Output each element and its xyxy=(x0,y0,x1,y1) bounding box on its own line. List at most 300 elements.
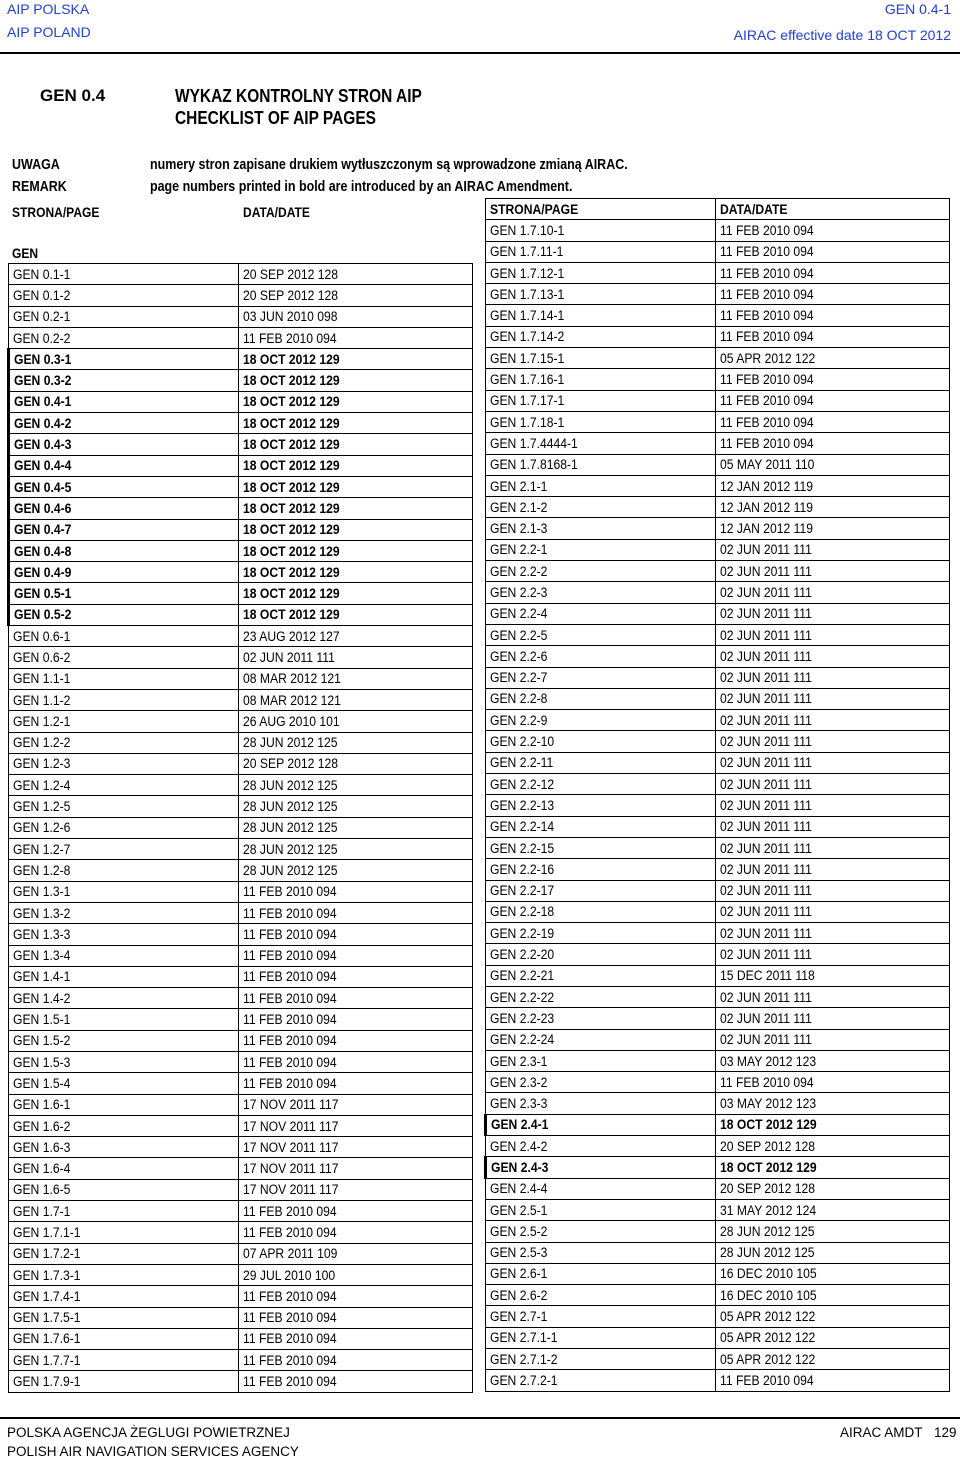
page-cell: GEN 0.1-1 xyxy=(9,264,239,285)
date-cell: 28 JUN 2012 125 xyxy=(716,1221,950,1242)
date-cell: 12 JAN 2012 119 xyxy=(716,475,950,496)
table-row xyxy=(9,966,473,987)
page-cell: GEN 0.3-1 xyxy=(9,349,239,370)
table-row xyxy=(486,220,950,241)
date-cell: 02 JUN 2011 111 xyxy=(716,731,950,752)
page-cell: GEN 1.7.4444-1 xyxy=(486,433,716,454)
page-cell: GEN 1.7.11-1 xyxy=(486,241,716,262)
page-cell: GEN 1.3-3 xyxy=(9,924,239,945)
table-row xyxy=(486,1263,950,1284)
table-row xyxy=(486,454,950,475)
table-row xyxy=(486,837,950,858)
date-cell: 11 FEB 2010 094 xyxy=(239,1286,473,1307)
date-cell: 18 OCT 2012 129 xyxy=(239,519,473,540)
date-cell: 02 JUN 2011 111 xyxy=(716,646,950,667)
table-row xyxy=(9,604,473,625)
date-cell: 02 JUN 2011 111 xyxy=(716,667,950,688)
date-cell: 08 MAR 2012 121 xyxy=(239,668,473,689)
date-cell: 02 JUN 2011 111 xyxy=(716,603,950,624)
date-cell: 11 FEB 2010 094 xyxy=(716,369,950,390)
table-row xyxy=(9,1243,473,1264)
page-cell: GEN 1.1-2 xyxy=(9,689,239,710)
table-row xyxy=(486,561,950,582)
table-row xyxy=(486,1157,950,1178)
date-cell: 28 JUN 2012 125 xyxy=(239,839,473,860)
date-cell: 11 FEB 2010 094 xyxy=(239,988,473,1009)
table-row xyxy=(9,881,473,902)
page-cell: GEN 2.2-17 xyxy=(486,880,716,901)
table-row xyxy=(486,369,950,390)
table-row xyxy=(9,327,473,348)
footer-agency-pl: POLSKA AGENCJA ŻEGLUGI POWIETRZNEJ xyxy=(7,1425,290,1440)
table-row xyxy=(486,795,950,816)
table-row xyxy=(9,732,473,753)
page-cell: GEN 2.4-2 xyxy=(486,1136,716,1157)
page-cell: GEN 2.2-18 xyxy=(486,901,716,922)
header-right-line1: GEN 0.4-1 xyxy=(884,1,951,17)
page-cell: GEN 1.7.12-1 xyxy=(486,262,716,283)
date-cell: 28 JUN 2012 125 xyxy=(239,817,473,838)
date-cell: 11 FEB 2010 094 xyxy=(239,1307,473,1328)
page-cell: GEN 1.7.16-1 xyxy=(486,369,716,390)
date-cell: 23 AUG 2012 127 xyxy=(239,626,473,647)
page-cell: GEN 0.5-2 xyxy=(9,604,239,625)
table-row xyxy=(9,434,473,455)
date-cell: 20 SEP 2012 128 xyxy=(239,753,473,774)
page-cell: GEN 2.2-12 xyxy=(486,774,716,795)
page-cell: GEN 2.7.1-2 xyxy=(486,1349,716,1370)
date-cell: 29 JUL 2010 100 xyxy=(239,1264,473,1285)
section-title-en: CHECKLIST OF AIP PAGES xyxy=(175,108,376,128)
date-cell: 11 FEB 2010 094 xyxy=(239,1222,473,1243)
page-cell: GEN 1.2-1 xyxy=(9,711,239,732)
page-cell: GEN 2.5-3 xyxy=(486,1242,716,1263)
page-cell: GEN 1.3-4 xyxy=(9,945,239,966)
date-cell: 02 JUN 2011 111 xyxy=(716,624,950,645)
table-row xyxy=(486,1370,950,1391)
table-row xyxy=(9,1009,473,1030)
date-cell: 11 FEB 2010 094 xyxy=(716,433,950,454)
date-cell: 11 FEB 2010 094 xyxy=(239,924,473,945)
page-cell: GEN 2.7.1-1 xyxy=(486,1327,716,1348)
remark-text: page numbers printed in bold are introduced by an AIRAC Amendment. xyxy=(150,179,573,195)
date-cell: 17 NOV 2011 117 xyxy=(239,1137,473,1158)
date-cell: 20 SEP 2012 128 xyxy=(239,264,473,285)
table-row xyxy=(9,1264,473,1285)
date-cell: 02 JUN 2011 111 xyxy=(716,710,950,731)
date-cell: 07 APR 2011 109 xyxy=(239,1243,473,1264)
table-row xyxy=(9,1137,473,1158)
table-row xyxy=(9,753,473,774)
remark-label: REMARK xyxy=(12,179,67,195)
date-cell: 02 JUN 2011 111 xyxy=(716,795,950,816)
date-cell: 18 OCT 2012 129 xyxy=(239,370,473,391)
date-cell: 18 OCT 2012 129 xyxy=(716,1157,950,1178)
date-cell: 03 JUN 2010 098 xyxy=(239,306,473,327)
date-cell: 03 MAY 2012 123 xyxy=(716,1093,950,1114)
table-row xyxy=(486,390,950,411)
page-cell: GEN 0.4-6 xyxy=(9,498,239,519)
date-cell: 02 JUN 2011 111 xyxy=(716,816,950,837)
table-row xyxy=(9,1115,473,1136)
date-cell: 11 FEB 2010 094 xyxy=(716,220,950,241)
table-row xyxy=(486,1306,950,1327)
date-cell: 11 FEB 2010 094 xyxy=(716,284,950,305)
page-cell: GEN 2.2-19 xyxy=(486,923,716,944)
date-cell: 18 OCT 2012 129 xyxy=(239,413,473,434)
table-row xyxy=(486,1285,950,1306)
date-cell: 18 OCT 2012 129 xyxy=(716,1114,950,1135)
footer-agency-en: POLISH AIR NAVIGATION SERVICES AGENCY xyxy=(7,1444,299,1459)
date-cell: 18 OCT 2012 129 xyxy=(239,562,473,583)
page-cell: GEN 2.2-7 xyxy=(486,667,716,688)
page-cell: GEN 0.6-1 xyxy=(9,626,239,647)
table-row xyxy=(9,860,473,881)
page-cell: GEN 0.4-4 xyxy=(9,455,239,476)
page-cell: GEN 1.7.17-1 xyxy=(486,390,716,411)
page-cell: GEN 2.2-4 xyxy=(486,603,716,624)
page-cell: GEN 2.1-2 xyxy=(486,497,716,518)
date-cell: 11 FEB 2010 094 xyxy=(239,327,473,348)
date-cell: 11 FEB 2010 094 xyxy=(716,1072,950,1093)
date-cell: 11 FEB 2010 094 xyxy=(239,966,473,987)
table-row xyxy=(9,775,473,796)
page-cell: GEN 2.5-1 xyxy=(486,1199,716,1220)
date-cell: 18 OCT 2012 129 xyxy=(239,391,473,412)
page-cell: GEN 0.5-1 xyxy=(9,583,239,604)
table-row xyxy=(486,986,950,1007)
date-cell: 18 OCT 2012 129 xyxy=(239,476,473,497)
table-row xyxy=(9,1328,473,1349)
left-checklist-table xyxy=(7,263,473,1393)
page-cell: GEN 1.7.2-1 xyxy=(9,1243,239,1264)
table-row xyxy=(486,965,950,986)
table-row xyxy=(9,498,473,519)
table-row xyxy=(486,1327,950,1348)
page-cell: GEN 1.2-6 xyxy=(9,817,239,838)
date-cell: 02 JUN 2011 111 xyxy=(716,582,950,603)
page-cell: GEN 0.4-3 xyxy=(9,434,239,455)
table-row xyxy=(486,603,950,624)
section-code: GEN 0.4 xyxy=(40,86,106,105)
header-left-line2: AIP POLAND xyxy=(7,24,91,40)
page-cell: GEN 1.2-8 xyxy=(9,860,239,881)
table-row xyxy=(9,1307,473,1328)
page-cell: GEN 2.2-16 xyxy=(486,859,716,880)
date-cell: 11 FEB 2010 094 xyxy=(239,1328,473,1349)
date-cell: 18 OCT 2012 129 xyxy=(239,434,473,455)
table-row xyxy=(9,668,473,689)
page-cell: GEN 1.7-1 xyxy=(9,1201,239,1222)
table-row xyxy=(486,411,950,432)
date-cell: 02 JUN 2011 111 xyxy=(716,837,950,858)
page-cell: GEN 1.6-3 xyxy=(9,1137,239,1158)
date-cell: 02 JUN 2011 111 xyxy=(716,752,950,773)
footer-amdt-label: AIRAC AMDT xyxy=(840,1425,923,1440)
date-cell: 11 FEB 2010 094 xyxy=(239,902,473,923)
date-cell: 02 JUN 2011 111 xyxy=(716,923,950,944)
page-cell: GEN 1.5-3 xyxy=(9,1051,239,1072)
table-row xyxy=(486,1221,950,1242)
date-cell: 11 FEB 2010 094 xyxy=(239,1371,473,1392)
table-row xyxy=(9,285,473,306)
table-row xyxy=(9,902,473,923)
date-cell: 20 SEP 2012 128 xyxy=(239,285,473,306)
date-cell: 02 JUN 2011 111 xyxy=(716,859,950,880)
table-row xyxy=(486,710,950,731)
page-cell: GEN 1.2-7 xyxy=(9,839,239,860)
page-cell: GEN 2.4-4 xyxy=(486,1178,716,1199)
header-right-line2: AIRAC effective date 18 OCT 2012 xyxy=(733,27,951,43)
left-col-page-header: STRONA/PAGE xyxy=(12,204,100,220)
page-cell: GEN 1.2-4 xyxy=(9,775,239,796)
date-cell: 12 JAN 2012 119 xyxy=(716,518,950,539)
table-row xyxy=(486,475,950,496)
page-cell: GEN 1.2-3 xyxy=(9,753,239,774)
table-row xyxy=(486,1029,950,1050)
page-cell: GEN 2.2-23 xyxy=(486,1008,716,1029)
table-row xyxy=(486,624,950,645)
table-row xyxy=(9,583,473,604)
page-cell: GEN 1.7.6-1 xyxy=(9,1328,239,1349)
page-cell: GEN 1.7.14-2 xyxy=(486,326,716,347)
date-cell: 11 FEB 2010 094 xyxy=(239,1051,473,1072)
date-cell: 11 FEB 2010 094 xyxy=(239,881,473,902)
page-cell: GEN 2.2-24 xyxy=(486,1029,716,1050)
date-cell: 11 FEB 2010 094 xyxy=(239,1073,473,1094)
date-cell: 11 FEB 2010 094 xyxy=(239,945,473,966)
table-row xyxy=(9,540,473,561)
section-title-pl: WYKAZ KONTROLNY STRON AIP xyxy=(175,86,422,106)
table-row xyxy=(9,264,473,285)
table-row xyxy=(9,945,473,966)
date-cell: 02 JUN 2011 111 xyxy=(716,1029,950,1050)
table-row xyxy=(9,817,473,838)
date-cell: 17 NOV 2011 117 xyxy=(239,1179,473,1200)
table-row xyxy=(9,349,473,370)
page-cell: GEN 1.4-1 xyxy=(9,966,239,987)
page-cell: GEN 2.2-2 xyxy=(486,561,716,582)
footer-rule xyxy=(0,1417,960,1419)
table-row xyxy=(486,859,950,880)
date-cell: 02 JUN 2011 111 xyxy=(716,986,950,1007)
page-cell: GEN 0.4-1 xyxy=(9,391,239,412)
date-cell: 05 APR 2012 122 xyxy=(716,348,950,369)
table-row xyxy=(486,497,950,518)
table-row xyxy=(486,880,950,901)
page-cell: GEN 0.1-2 xyxy=(9,285,239,306)
date-cell: 11 FEB 2010 094 xyxy=(716,262,950,283)
page-cell: GEN 2.2-11 xyxy=(486,752,716,773)
table-row xyxy=(9,306,473,327)
table-row xyxy=(486,774,950,795)
date-cell: 02 JUN 2011 111 xyxy=(716,880,950,901)
date-cell: 28 JUN 2012 125 xyxy=(716,1242,950,1263)
page-cell: GEN 1.3-2 xyxy=(9,902,239,923)
date-cell: 05 APR 2012 122 xyxy=(716,1306,950,1327)
page-cell: GEN 1.6-2 xyxy=(9,1115,239,1136)
page-cell: GEN 0.4-9 xyxy=(9,562,239,583)
table-row xyxy=(9,1094,473,1115)
table-row xyxy=(486,1114,950,1135)
page-cell: GEN 2.2-6 xyxy=(486,646,716,667)
table-row xyxy=(9,1158,473,1179)
page-cell: GEN 2.4-1 xyxy=(486,1114,716,1135)
page-cell: GEN 2.2-14 xyxy=(486,816,716,837)
date-cell: 28 JUN 2012 125 xyxy=(239,860,473,881)
page-cell: GEN 1.5-4 xyxy=(9,1073,239,1094)
table-row xyxy=(486,752,950,773)
date-cell: 02 JUN 2011 111 xyxy=(716,539,950,560)
footer-amdt-number: 129 xyxy=(934,1425,957,1440)
page-cell: GEN 2.7-1 xyxy=(486,1306,716,1327)
page-cell: GEN 1.1-1 xyxy=(9,668,239,689)
page-cell: GEN 2.2-10 xyxy=(486,731,716,752)
table-row xyxy=(486,326,950,347)
date-cell: 18 OCT 2012 129 xyxy=(239,498,473,519)
table-row xyxy=(9,455,473,476)
table-row xyxy=(486,667,950,688)
table-row xyxy=(486,923,950,944)
table-row xyxy=(486,1072,950,1093)
page-cell: GEN 1.7.3-1 xyxy=(9,1264,239,1285)
date-cell: 05 APR 2012 122 xyxy=(716,1327,950,1348)
right-checklist-table xyxy=(484,198,950,1392)
date-cell: 05 MAY 2011 110 xyxy=(716,454,950,475)
page-cell: GEN 0.4-7 xyxy=(9,519,239,540)
page-cell: GEN 1.4-2 xyxy=(9,988,239,1009)
table-row xyxy=(9,519,473,540)
date-cell: 16 DEC 2010 105 xyxy=(716,1263,950,1284)
page-cell: GEN 2.2-1 xyxy=(486,539,716,560)
date-cell: 05 APR 2012 122 xyxy=(716,1349,950,1370)
page-cell: GEN 1.7.15-1 xyxy=(486,348,716,369)
page-cell: GEN 1.7.13-1 xyxy=(486,284,716,305)
date-cell: 11 FEB 2010 094 xyxy=(716,411,950,432)
page-cell: GEN 1.5-1 xyxy=(9,1009,239,1030)
date-cell: 03 MAY 2012 123 xyxy=(716,1050,950,1071)
right-table-header-row xyxy=(486,199,950,220)
table-row xyxy=(9,1371,473,1392)
table-row xyxy=(486,816,950,837)
page-cell: GEN 0.4-8 xyxy=(9,540,239,561)
table-row xyxy=(9,1073,473,1094)
table-row xyxy=(486,944,950,965)
table-row xyxy=(9,1179,473,1200)
table-row xyxy=(9,647,473,668)
date-cell: 18 OCT 2012 129 xyxy=(239,604,473,625)
page-cell: GEN 2.5-2 xyxy=(486,1221,716,1242)
page-cell: GEN 2.1-1 xyxy=(486,475,716,496)
date-cell: 11 FEB 2010 094 xyxy=(716,326,950,347)
date-cell: 02 JUN 2011 111 xyxy=(716,774,950,795)
page-cell: GEN 2.2-3 xyxy=(486,582,716,603)
page-cell: GEN 2.2-21 xyxy=(486,965,716,986)
table-row xyxy=(486,1199,950,1220)
table-row xyxy=(9,711,473,732)
page-cell: GEN 1.6-5 xyxy=(9,1179,239,1200)
date-cell: 11 FEB 2010 094 xyxy=(716,305,950,326)
date-cell: 28 JUN 2012 125 xyxy=(239,796,473,817)
page-cell: GEN 2.6-2 xyxy=(486,1285,716,1306)
page-cell: GEN 1.7.5-1 xyxy=(9,1307,239,1328)
page-cell: GEN 1.7.14-1 xyxy=(486,305,716,326)
date-cell: 11 FEB 2010 094 xyxy=(716,241,950,262)
page-cell: GEN 2.6-1 xyxy=(486,1263,716,1284)
table-row xyxy=(486,688,950,709)
table-row xyxy=(486,284,950,305)
date-cell: 20 SEP 2012 128 xyxy=(716,1178,950,1199)
date-cell: 18 OCT 2012 129 xyxy=(239,349,473,370)
page-cell: GEN 2.2-9 xyxy=(486,710,716,731)
table-row xyxy=(486,731,950,752)
table-row xyxy=(486,262,950,283)
date-cell: 18 OCT 2012 129 xyxy=(239,540,473,561)
left-group-label: GEN xyxy=(12,245,39,261)
page-cell: GEN 1.7.8168-1 xyxy=(486,454,716,475)
table-row xyxy=(486,1008,950,1029)
date-cell: 11 FEB 2010 094 xyxy=(239,1030,473,1051)
date-cell: 26 AUG 2010 101 xyxy=(239,711,473,732)
table-row xyxy=(486,1349,950,1370)
page-cell: GEN 1.7.1-1 xyxy=(9,1222,239,1243)
page-cell: GEN 1.5-2 xyxy=(9,1030,239,1051)
page-cell: GEN 1.6-1 xyxy=(9,1094,239,1115)
page-cell: GEN 2.3-1 xyxy=(486,1050,716,1071)
page-cell: GEN 2.2-22 xyxy=(486,986,716,1007)
table-row xyxy=(486,433,950,454)
date-cell: 11 FEB 2010 094 xyxy=(239,1009,473,1030)
date-cell: 16 DEC 2010 105 xyxy=(716,1285,950,1306)
date-cell: 08 MAR 2012 121 xyxy=(239,689,473,710)
page-cell: GEN 1.2-2 xyxy=(9,732,239,753)
page-cell: GEN 2.1-3 xyxy=(486,518,716,539)
page-cell: GEN 0.4-5 xyxy=(9,476,239,497)
table-row xyxy=(486,1093,950,1114)
date-cell: 17 NOV 2011 117 xyxy=(239,1115,473,1136)
page-cell: GEN 2.2-20 xyxy=(486,944,716,965)
table-row xyxy=(9,1201,473,1222)
page-cell: GEN 1.7.7-1 xyxy=(9,1350,239,1371)
left-col-date-header: DATA/DATE xyxy=(243,204,310,220)
date-cell: 11 FEB 2010 094 xyxy=(239,1350,473,1371)
page-cell: GEN 2.7.2-1 xyxy=(486,1370,716,1391)
table-row xyxy=(9,391,473,412)
page-cell: GEN 1.6-4 xyxy=(9,1158,239,1179)
page-cell: GEN 2.3-3 xyxy=(486,1093,716,1114)
date-cell: 12 JAN 2012 119 xyxy=(716,497,950,518)
date-cell: 02 JUN 2011 111 xyxy=(716,944,950,965)
date-cell: 28 JUN 2012 125 xyxy=(239,775,473,796)
table-row xyxy=(486,305,950,326)
table-row xyxy=(486,1136,950,1157)
table-row xyxy=(9,1222,473,1243)
date-cell: 02 JUN 2011 111 xyxy=(716,688,950,709)
page-cell: GEN 2.2-5 xyxy=(486,624,716,645)
page-cell: GEN 2.2-15 xyxy=(486,837,716,858)
table-row xyxy=(486,1050,950,1071)
page-cell: GEN 2.2-13 xyxy=(486,795,716,816)
date-cell: 02 JUN 2011 111 xyxy=(716,1008,950,1029)
header-left-line1: AIP POLSKA xyxy=(7,1,90,17)
page-cell: GEN 1.2-5 xyxy=(9,796,239,817)
page-cell: GEN 1.3-1 xyxy=(9,881,239,902)
table-row xyxy=(9,1350,473,1371)
table-row xyxy=(9,562,473,583)
page-cell: GEN 2.3-2 xyxy=(486,1072,716,1093)
date-cell: 02 JUN 2011 111 xyxy=(716,901,950,922)
date-cell: 18 OCT 2012 129 xyxy=(239,583,473,604)
